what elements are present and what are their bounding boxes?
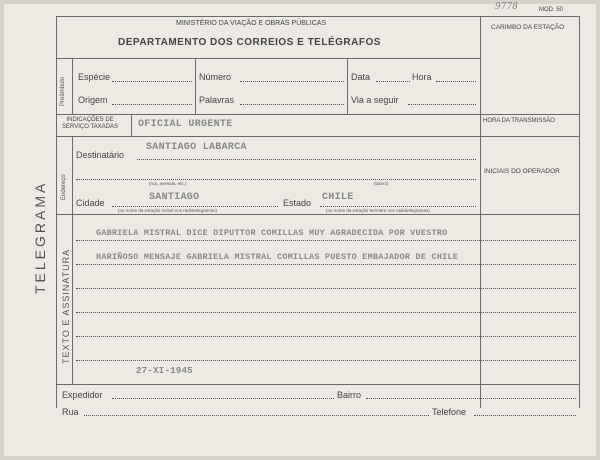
service-indication: OFICIAL URGENTE — [138, 119, 233, 130]
message-line-1: GABRIELA MISTRAL DICE DIPUTTOR COMILLAS MUY AGRADECIDA POR VUESTRO — [96, 228, 448, 238]
bairro-label: Bairro — [337, 390, 362, 400]
especie-label: Espécie — [78, 72, 111, 82]
cidade-label: Cidade — [76, 198, 105, 208]
message-line-2: HARIÑOSO MENSAJE GABRIELA MISTRAL COMILLAS PUESTO EMBAJADOR DE CHILE — [96, 252, 459, 262]
recipient-state: CHILE — [322, 192, 354, 203]
origem-label: Origem — [78, 95, 108, 105]
numero-label: Número — [199, 72, 232, 82]
recipient-name: SANTIAGO LABARCA — [146, 142, 247, 153]
estado-label: Estado — [283, 198, 312, 208]
rua-label: Rua — [62, 407, 79, 417]
estado-hint: (ou nome da estação terrestre nos radiotelegramas) — [326, 208, 430, 213]
preambulo-label: Preâmbulo — [60, 76, 66, 106]
hora-label: Hora — [412, 72, 432, 82]
endereco-label: Endereço — [61, 174, 67, 200]
ministry-title: MINISTÉRIO DA VIAÇÃO E OBRAS PÚBLICAS — [176, 20, 327, 27]
texto-assinatura-label: TEXTO E ASSINATURA — [61, 248, 71, 364]
expedidor-label: Expedidor — [62, 390, 103, 400]
recipient-city: SANTIAGO — [149, 192, 200, 203]
rua-hint: (rua, avenida, etc.) — [149, 181, 187, 186]
telegrama-label: TELEGRAMA — [32, 180, 48, 294]
via-label: Via a seguir — [351, 95, 399, 105]
palavras-label: Palavras — [199, 95, 235, 105]
data-label: Data — [351, 72, 371, 82]
hora-transmissao-label: HORA DA TRANSMISSÃO — [483, 118, 555, 124]
cidade-hint: (ou nome da estação móvel nos radiotelegramas) — [118, 208, 218, 213]
handwritten-number: 9778 — [495, 2, 518, 12]
message-date: 27-XI-1945 — [136, 366, 194, 376]
bairro-hint: (bairro) — [374, 181, 389, 186]
telegram-form — [4, 4, 596, 456]
destinatario-label: Destinatário — [76, 150, 125, 160]
department-title: DEPARTAMENTO DOS CORREIOS E TELÉGRAFOS — [118, 37, 381, 48]
carimbo-label: CARIMBO DA ESTAÇÃO — [491, 24, 565, 31]
indicacoes-label: INDICAÇÕES DE SERVIÇO TAXADAS — [62, 117, 119, 130]
telefone-label: Telefone — [432, 407, 467, 417]
iniciais-operador-label: INICIAIS DO OPERADOR — [484, 168, 560, 175]
model-number: MOD. 50 — [539, 7, 564, 13]
